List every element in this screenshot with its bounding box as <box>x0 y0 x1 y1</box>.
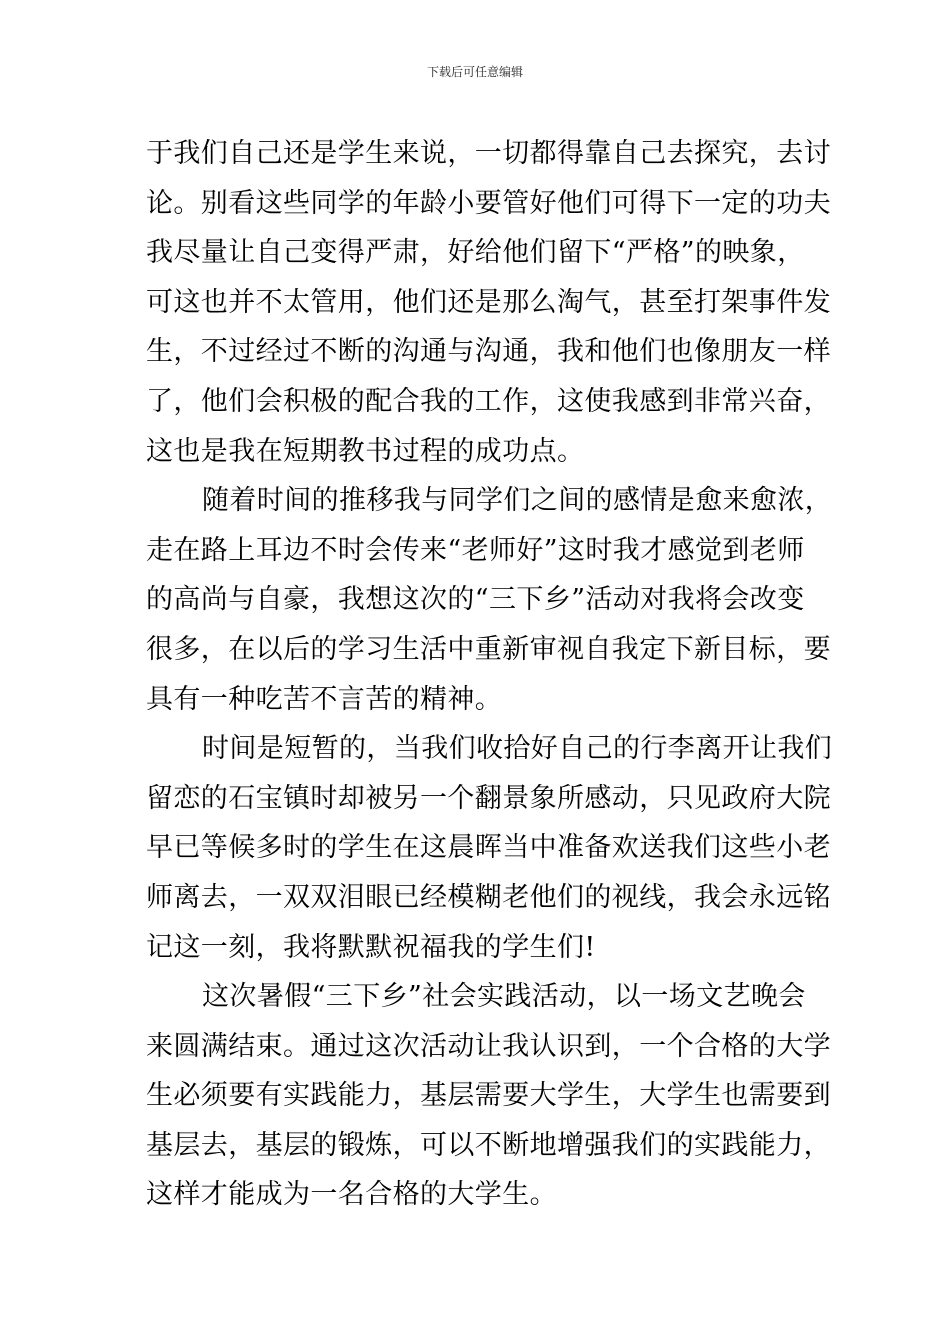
page-header: 下载后可任意编辑 <box>426 65 523 79</box>
text-line: 早已等候多时的学生在这晨晖当中准备欢送我们这些小老 <box>146 832 831 864</box>
text-line: 基层去，基层的锻炼，可以不断地增强我们的实践能力， <box>146 1129 831 1161</box>
text-line: 了，他们会积极的配合我的工作，这使我感到非常兴奋， <box>146 385 831 417</box>
text-line: 师离去，一双双泪眼已经模糊老他们的视线，我会永远铭 <box>146 881 831 913</box>
text-line: 这也是我在短期教书过程的成功点。 <box>146 435 585 467</box>
text-line: 我尽量让自己变得严肃，好给他们留下“严格”的映象， <box>146 237 805 269</box>
document-body <box>146 129 833 1220</box>
paragraph-first-line: 时间是短暂的，当我们收拾好自己的行李离开让我们 <box>202 733 833 765</box>
text-line: 具有一种吃苦不言苦的精神。 <box>146 683 503 715</box>
text-line: 生必须要有实践能力，基层需要大学生，大学生也需要到 <box>146 1080 831 1112</box>
text-line: 的高尚与自豪，我想这次的“三下乡”活动对我将会改变 <box>146 584 805 616</box>
text-line: 记这一刻，我将默默祝福我的学生们! <box>146 931 596 963</box>
text-line: 走在路上耳边不时会传来“老师好”这时我才感觉到老师 <box>146 534 805 566</box>
text-line: 论。别看这些同学的年龄小要管好他们可得下一定的功夫 <box>146 187 831 219</box>
text-line: 这样才能成为一名合格的大学生。 <box>146 1179 557 1211</box>
paragraph-first-line: 这次暑假“三下乡”社会实践活动，以一场文艺晚会 <box>202 981 806 1013</box>
text-line: 生，不过经过不断的沟通与沟通，我和他们也像朋友一样 <box>146 336 831 368</box>
text-line: 可这也并不太管用，他们还是那么淘气，甚至打架事件发 <box>146 286 831 318</box>
paragraph-first-line: 随着时间的推移我与同学们之间的感情是愈来愈浓， <box>202 485 833 517</box>
text-line: 留恋的石宝镇时却被另一个翻景象所感动，只见政府大院 <box>146 782 831 814</box>
text-line: 于我们自己还是学生来说，一切都得靠自己去探究，去讨 <box>146 138 831 169</box>
text-line: 来圆满结束。通过这次活动让我认识到，一个合格的大学 <box>146 1030 831 1062</box>
text-line: 很多，在以后的学习生活中重新审视自我定下新目标，要 <box>146 633 831 665</box>
